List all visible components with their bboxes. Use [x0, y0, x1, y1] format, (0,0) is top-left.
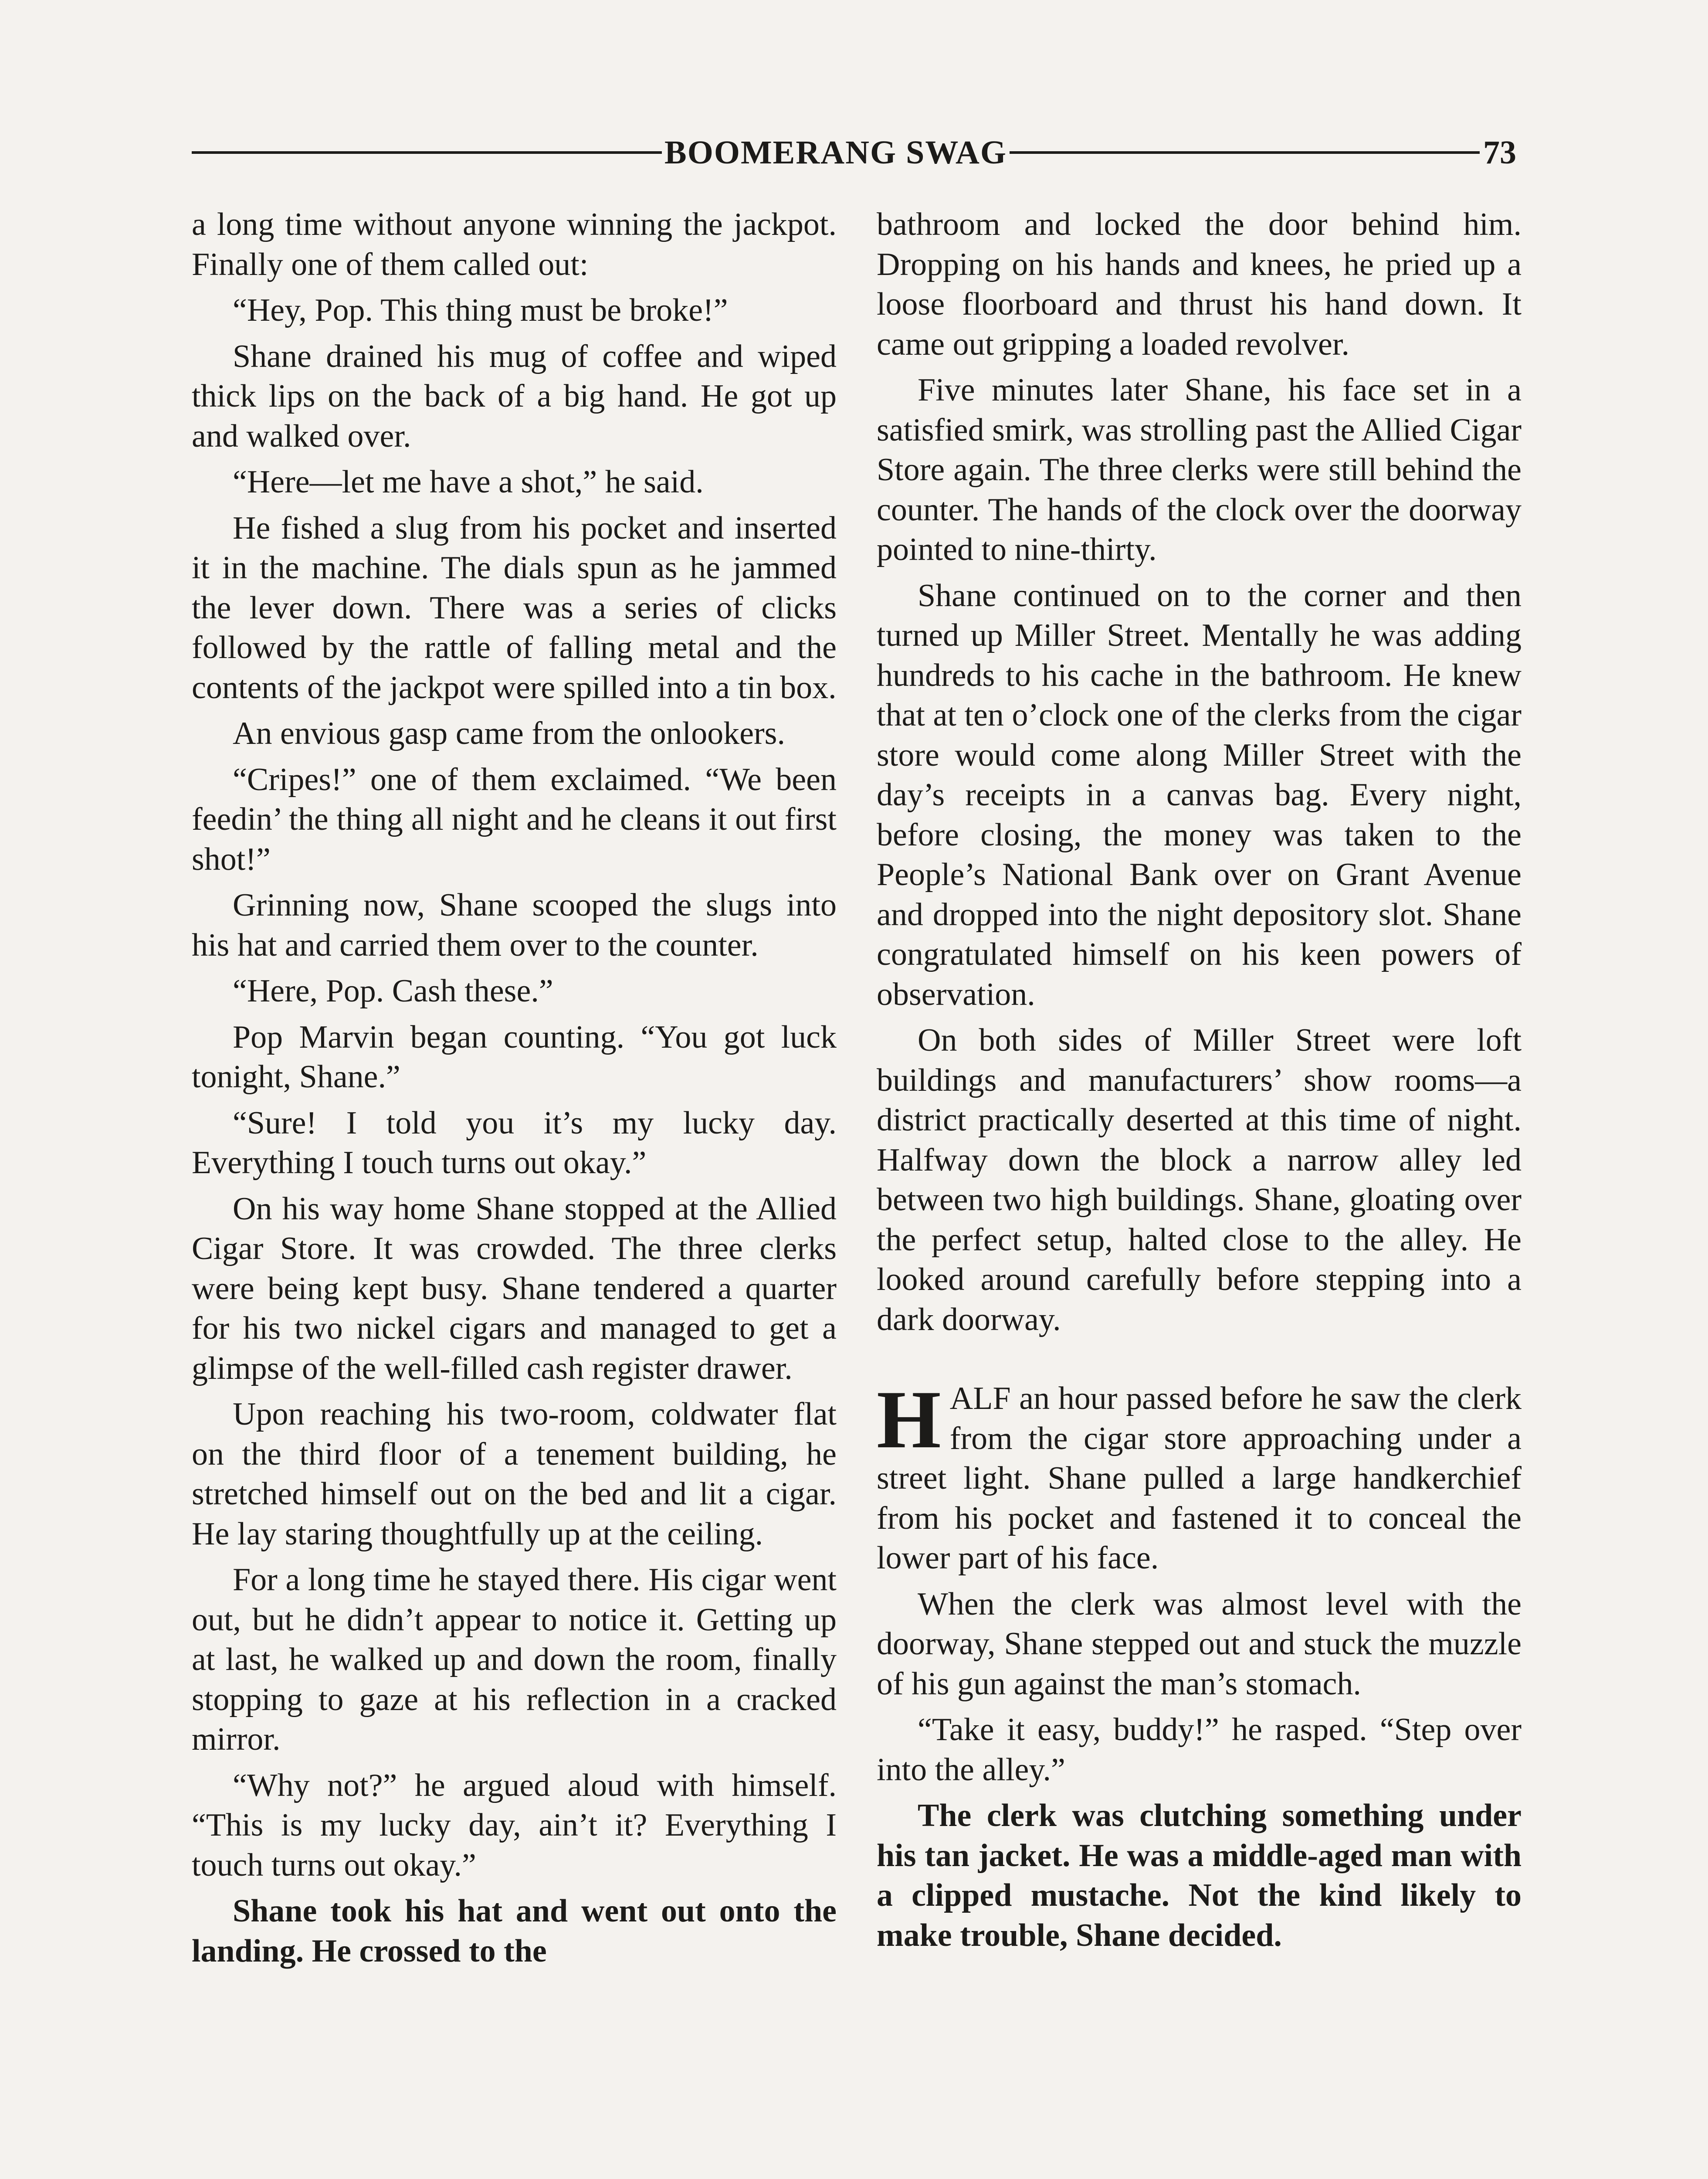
section-opening-text: ALF an hour passed before he saw the clerk from the cigar store approaching under a street light. Shane pulled a large handkerchief from his pocket and fastened it to conceal the lower part of his face. [877, 1381, 1522, 1576]
paragraph: Pop Marvin began counting. “You got luck tonight, Shane.” [192, 1019, 837, 1095]
paragraph: When the clerk was almost level with the doorway, Shane stepped out and stuck the muzzle of his gun against the man’s stomach. [877, 1586, 1522, 1702]
paragraph: a long time without anyone winning the jackpot. Finally one of them called out: [192, 207, 837, 282]
paragraph: “Take it easy, buddy!” he rasped. “Step over into the alley.” [877, 1712, 1522, 1788]
paragraph: Shane continued on to the corner and then turned up Miller Street. Mentally he was adding hundreds to his cache in the bathroom. He knew that at ten o’clock one of the clerks from the cigar store would come along Miller Street with the day’s receipts in a canvas bag. Every night, before closing, the money was taken to the People’s National Bank over on Grant Avenue and dropped into the night depository slot. Shane congratulated himself on his keen powers of observation. [877, 577, 1522, 1012]
paragraph: For a long time he stayed there. His cigar went out, but he didn’t appear to notice it. Getting up at last, he walked up and down the room, finally stopping to gaze at his reflection in a cracked mirror. [192, 1562, 837, 1757]
right-column [877, 205, 1522, 2179]
paragraph: “Sure! I told you it’s my lucky day. Everything I touch turns out okay.” [192, 1105, 837, 1181]
running-header [192, 131, 1516, 174]
paragraph: On his way home Shane stopped at the Allied Cigar Store. It was crowded. The three clerks were being kept busy. Shane tendered a quarter for his two nickel cigars and managed to get a glimpse of the well-filled cash register drawer. [192, 1191, 837, 1386]
paragraph: On both sides of Miller Street were loft buildings and manufacturers’ show rooms—a district practically deserted at this time of night. Halfway down the block a narrow alley led between two high buildings. Shane, gloating over the perfect setup, halted close to the alley. He looked around carefully before stepping into a dark doorway. [877, 1022, 1522, 1337]
paragraph: Upon reaching his two-room, coldwater flat on the third floor of a tenement building, he stretched himself out on the bed and lit a cigar. He lay staring thoughtfully up at the ceiling. [192, 1396, 837, 1552]
section-opening-paragraph [877, 1374, 1522, 1578]
paragraph: An envious gasp came from the onlookers. [233, 716, 785, 751]
page-number: 73 [1483, 134, 1516, 171]
drop-cap: H [877, 1374, 941, 1466]
paragraph: Shane drained his mug of coffee and wiped thick lips on the back of a big hand. He got up and walked over. [192, 338, 837, 454]
paragraph: The clerk was clutching something under his tan jacket. He was a middle-aged man with a clipped mustache. Not the kind likely to make trouble, Shane decided. [877, 1798, 1522, 1953]
paragraph: Five minutes later Shane, his face set in a satisfied smirk, was strolling past the Allied Cigar Store again. The three clerks were still behind the counter. The hands of the clock over the doorway pointed to nine-thirty. [877, 372, 1522, 567]
paragraph: “Why not?” he argued aloud with himself. “This is my lucky day, ain’t it? Everything I touch turns out okay.” [192, 1767, 837, 1883]
paragraph: bathroom and locked the door behind him. Dropping on his hands and knees, he pried up a loose floorboard and thrust his hand down. It came out gripping a loaded revolver. [877, 207, 1522, 362]
paragraph: “Here, Pop. Cash these.” [233, 973, 553, 1009]
left-column [192, 205, 837, 2179]
paragraph: Shane took his hat and went out onto the landing. He crossed to the [192, 1893, 837, 1969]
header-rule-left [192, 151, 662, 154]
story-title: BOOMERANG SWAG [664, 134, 1007, 171]
paragraph: “Cripes!” one of them exclaimed. “We been feedin’ the thing all night and he cleans it out first shot!” [192, 761, 837, 877]
paragraph: “Here—let me have a shot,” he said. [233, 464, 704, 500]
paragraph: He fished a slug from his pocket and inserted it in the machine. The dials spun as he jammed the lever down. There was a series of clicks followed by the rattle of falling metal and the contents of the jackpot were spilled into a tin box. [192, 510, 837, 706]
header-rule-right [1010, 151, 1480, 154]
paragraph: Grinning now, Shane scooped the slugs into his hat and carried them over to the counter. [192, 887, 837, 963]
paragraph: “Hey, Pop. This thing must be broke!” [233, 292, 728, 328]
